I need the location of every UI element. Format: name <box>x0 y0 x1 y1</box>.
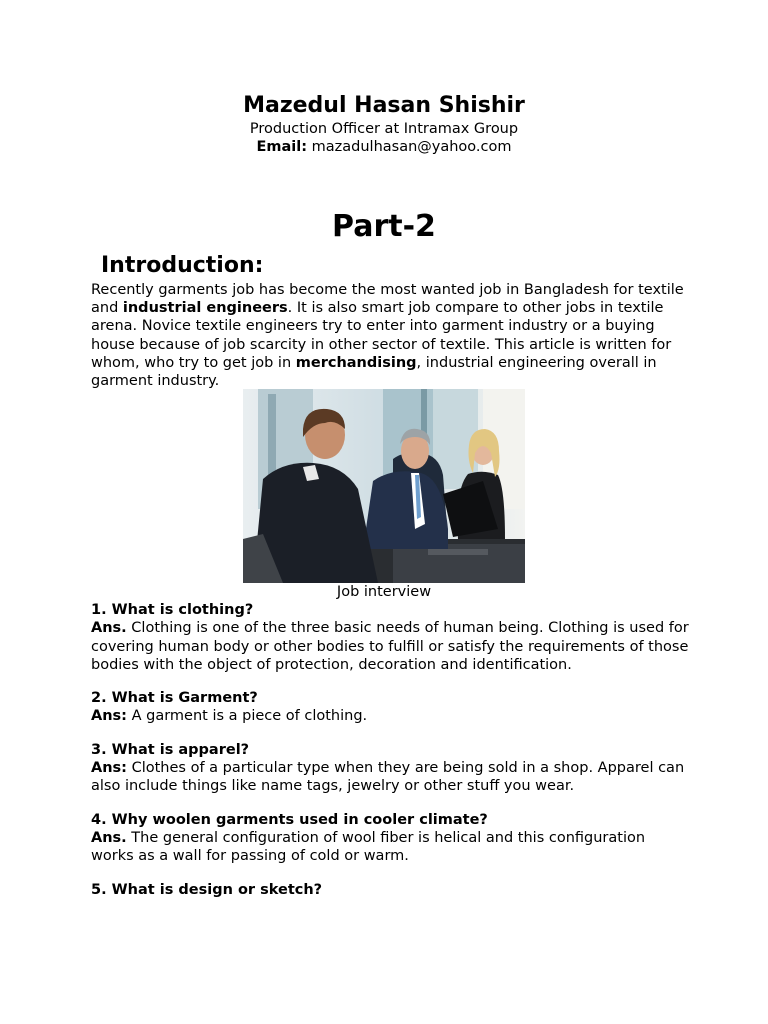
answer-text: Clothes of a particular type when they are being sold in a shop. Apparel can also include things like name tags, jewelry or other stuff you wear. <box>91 760 685 795</box>
qa-list <box>91 601 691 914</box>
question: 4. Why woolen garments used in cooler climate? <box>91 811 488 828</box>
author-block <box>0 92 768 156</box>
intro-text-3: , industrial engineering overall in garment industry. <box>91 354 657 390</box>
question: 1. What is clothing? <box>91 602 254 618</box>
email-label: Email: <box>256 139 308 155</box>
intro-heading: Introduction: <box>101 253 264 278</box>
answer <box>91 829 691 866</box>
question: 2. What is Garment? <box>91 690 258 707</box>
job-interview-photo <box>243 389 525 583</box>
question: 5. What is design or sketch? <box>91 881 323 898</box>
qa-item <box>91 689 691 726</box>
qa-item <box>91 601 691 674</box>
author-title: Production Officer at Intramax Group <box>249 121 519 137</box>
intro-paragraph <box>91 281 691 390</box>
intro-bold-1: industrial engineers <box>122 300 288 317</box>
answer <box>91 759 691 796</box>
question: 3. What is apparel? <box>91 741 250 758</box>
qa-item <box>91 811 691 866</box>
qa-item <box>91 881 691 899</box>
photo-caption: Job interview <box>336 584 432 600</box>
answer-text: A garment is a piece of clothing. <box>126 708 368 725</box>
answer-label: Ans: <box>91 760 127 777</box>
qa-item <box>91 741 691 796</box>
intro-text-2: . It is also smart job compare to other jobs in textile arena. Novice textile engineers try to enter into garment industry or a buying house because of job scarcity in other sector of textile. This article is written for whom, who try to get job in <box>91 300 672 371</box>
answer <box>91 619 691 674</box>
answer-label: Ans. <box>91 620 127 637</box>
answer-label: Ans: <box>91 708 127 725</box>
intro-bold-2: merchandising <box>295 354 417 371</box>
author-name: Mazedul Hasan Shishir <box>243 93 525 118</box>
part-title: Part-2 <box>332 209 436 244</box>
answer-text: Clothing is one of the three basic needs of human being. Clothing is used for covering human body or other bodies to fulfill or satisfy the requirements of those bodies with the object of protection, decoration and identification. <box>91 620 689 673</box>
email-value: mazadulhasan@yahoo.com <box>311 139 512 155</box>
intro-text-1: Recently garments job has become the most wanted job in Bangladesh for textile and <box>91 282 684 317</box>
answer-text: The general configuration of wool fiber is helical and this configuration works as a wall for passing of cold or warm. <box>91 829 646 865</box>
author-email <box>0 138 768 156</box>
answer-label: Ans. <box>91 829 127 846</box>
answer <box>91 707 691 725</box>
